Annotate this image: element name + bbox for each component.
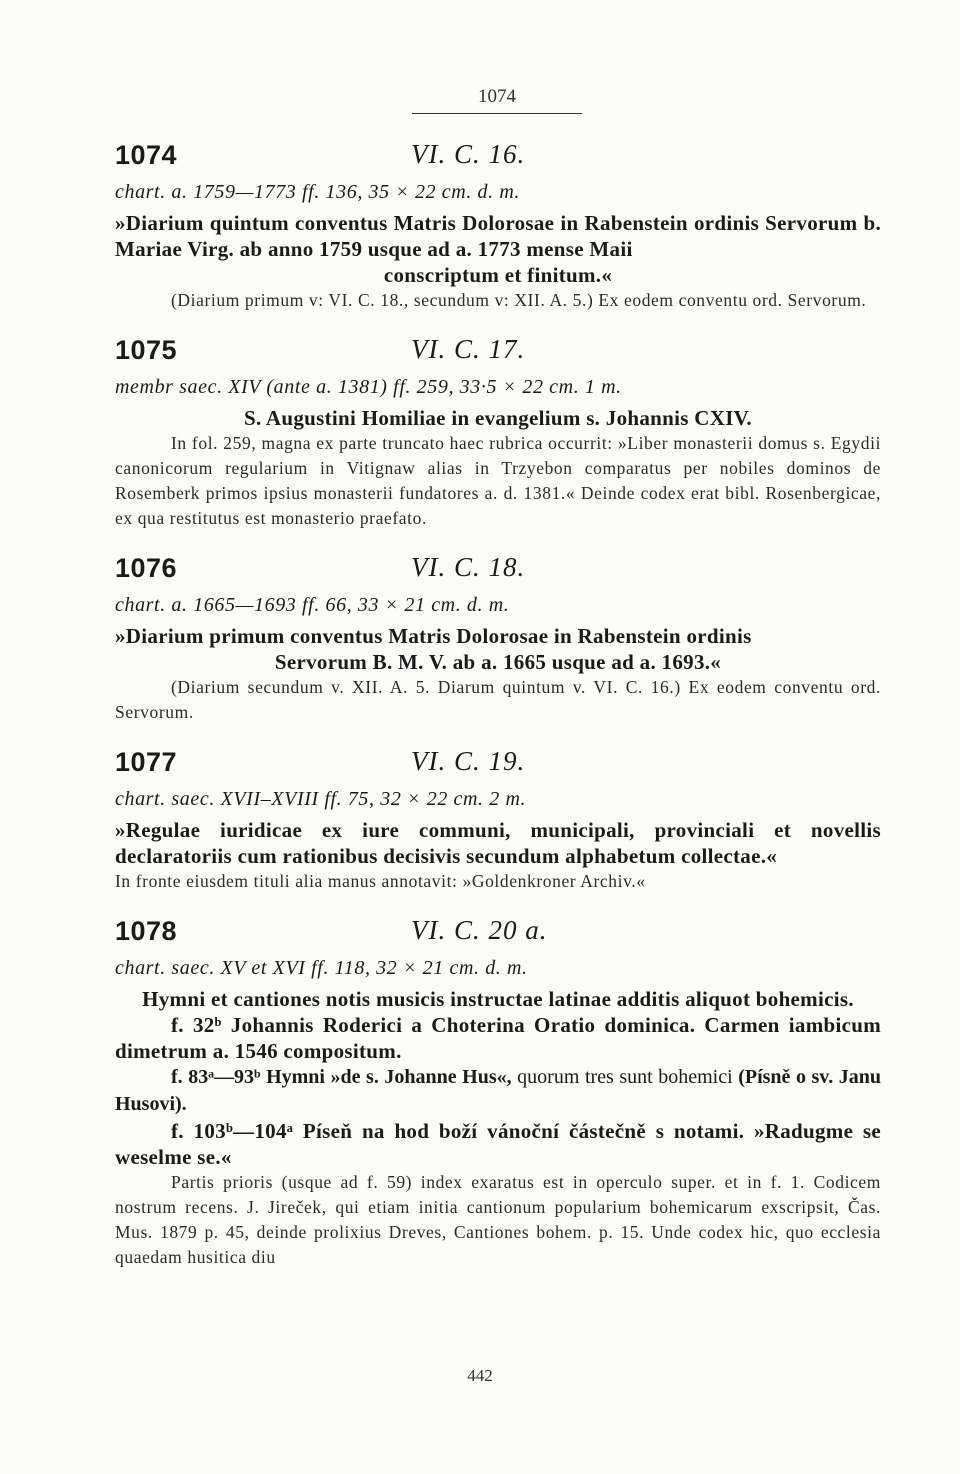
entry-heading <box>115 739 881 785</box>
entry-1077 <box>115 739 881 894</box>
entry-number: 1078 <box>115 916 178 946</box>
entry-note: In fol. 259, magna ex parte truncato haec rubrica occurrit: »Liber monasterii domus s. Egydii canonicorum regularium in Vitignaw alias in Trzyebon comparatus per nobiles dominos de Rosemberk primos ipsius monasterii fundatores a. d. 1381.« Deinde codex erat bibl. Rosenbergicae, ex qua restitutus est monasterio praefato. <box>115 433 881 528</box>
entry-meta: chart. a. 1759—1773 ff. 136, 35 × 22 cm. d. m. <box>115 181 520 203</box>
entry-1076 <box>115 545 881 725</box>
entry-number: 1076 <box>115 553 178 583</box>
entry-title: »Regulae iuridicae ex iure communi, municipali, provinciali et novellis declaratoriis cum rationibus decisivis secundum alphabetum collectae.« <box>115 818 881 868</box>
entry-1074 <box>115 132 881 313</box>
entry-note: In fronte eiusdem tituli alia manus annotavit: »Goldenkroner Archiv.« <box>115 871 646 891</box>
entry-title-end: conscriptum et finitum.« <box>383 263 613 287</box>
shelf-signature: VI. C. 19. <box>411 746 526 776</box>
folio-reference: f. 103ᵇ—104ᵃ Píseň na hod boží vánoční částečně s notami. »Radugme se weselme se.« <box>115 1119 881 1169</box>
entry-note: (Diarium secundum v. XII. A. 5. Diarum quintum v. VI. C. 16.) Ex eodem conventu ord. Servorum. <box>115 677 881 722</box>
entry-number: 1074 <box>115 140 178 170</box>
shelf-signature: VI. C. 20 a. <box>411 915 548 945</box>
entry-meta: chart. saec. XV et XVI ff. 118, 32 × 21 cm. d. m. <box>115 957 528 979</box>
entry-meta: chart. a. 1665—1693 ff. 66, 33 × 21 cm. d. m. <box>115 594 510 616</box>
entry-number: 1075 <box>115 335 178 365</box>
entry-title: »Diarium quintum conventus Matris Dolorosae in Rabenstein ordinis Servorum b. Mariae Virg. ab anno 1759 usque ad a. 1773 mense Maii <box>115 211 881 261</box>
entry-title: S. Augustini Homiliae in evangelium s. Johannis CXIV. <box>244 406 752 430</box>
entry-title: Hymni et cantiones notis musicis instructae latinae additis aliquot bohemicis. <box>142 987 854 1011</box>
entry-note: Partis prioris (usque ad f. 59) index exaratus est in operculo super. et in f. 1. Codicem nostrum recens. J. Jireček, qui etiam initia cantionum popularium bohemicarum exscripsit, Čas. Mus. 1879 p. 45, deinde prolixius Dreves, Cantiones bohem. p. 15. Unde codex hic, quo ecclesia quaedam husitica diu <box>115 1172 881 1267</box>
page-number: 442 <box>467 1366 493 1385</box>
shelf-signature: VI. C. 17. <box>411 334 526 364</box>
entry-heading <box>115 132 881 178</box>
catalog-content <box>115 132 881 1284</box>
folio-reference <box>115 1064 881 1118</box>
folio-reference-plain: quorum tres sunt bohemici <box>511 1066 739 1088</box>
entry-title: »Diarium primum conventus Matris Dolorosae in Rabenstein ordinis <box>115 624 752 648</box>
entry-number: 1077 <box>115 747 178 777</box>
running-header: 1074 <box>412 86 582 114</box>
shelf-signature: VI. C. 16. <box>411 139 526 169</box>
folio-reference-bold: f. 83ᵃ—93ᵇ Hymni »de s. Johanne Hus«, <box>171 1066 512 1088</box>
entry-meta: membr saec. XIV (ante a. 1381) ff. 259, 33·5 × 22 cm. 1 m. <box>115 376 622 398</box>
entry-heading <box>115 545 881 591</box>
entry-title-end: Servorum B. M. V. ab a. 1665 usque ad a. 1693.« <box>274 650 722 674</box>
entry-1078 <box>115 908 881 1270</box>
entry-note: (Diarium primum v: VI. C. 18., secundum v: XII. A. 5.) Ex eodem conventu ord. Servorum. <box>171 290 867 310</box>
folio-reference: f. 32ᵇ Johannis Roderici a Choterina Oratio dominica. Carmen iambicum dimetrum a. 1546 compositum. <box>115 1013 881 1063</box>
entry-1075 <box>115 327 881 531</box>
shelf-signature: VI. C. 18. <box>411 552 526 582</box>
entry-heading <box>115 908 881 954</box>
folio-reference-bold: (Písně o sv. Janu Husovi). <box>115 1066 881 1115</box>
entry-meta: chart. saec. XVII–XVIII ff. 75, 32 × 22 cm. 2 m. <box>115 788 527 810</box>
entry-heading <box>115 327 881 373</box>
